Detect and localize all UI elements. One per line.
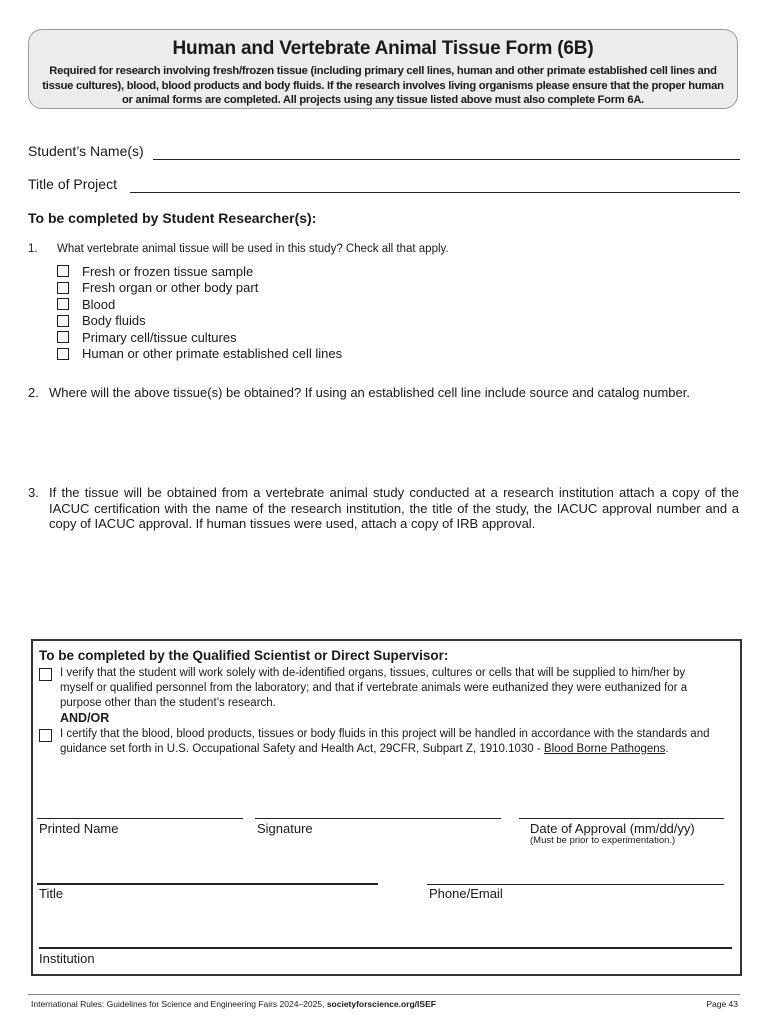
signature-field[interactable] [255,818,501,819]
form-subtitle: Required for research involving fresh/frozen tissue (including primary cell lines, human and other primate established cell lines and tissue cultures), blood, blood products and body fluids. If the research involves living organisms please ensure that the proper human or animal forms are completed. All projects using any tissue listed above must also complete Form 6A. [42,65,724,106]
option-label: Primary cell/tissue cultures [82,329,237,345]
title-label: Title [39,886,64,901]
footer-citation [31,999,436,1009]
students-name-field[interactable] [153,159,740,160]
q1-text: What vertebrate animal tissue will be used in this study? Check all that apply. [57,243,449,255]
q1-options-list [57,263,342,362]
printed-name-label: Printed Name [39,821,119,836]
page-number: Page 43 [706,999,738,1009]
certify-statement [60,727,735,757]
student-section-heading: To be completed by Student Researcher(s): [28,210,317,226]
footer-text: International Rules: Guidelines for Science and Engineering Fairs 2024–2025, [31,999,327,1009]
footer-link[interactable]: societyforscience.org/ISEF [326,999,436,1009]
q1-option [57,296,342,313]
checkbox[interactable] [57,331,69,343]
certify-statement-text: I certify that the blood, blood products, tissues or body fluids in this project will be handled in accordance with the standards and guidance set forth in U.S. Occupational Safety and Health Act, 29CFR, Subpart Z, 1910.1030 - [60,728,710,755]
q1-option [57,280,342,297]
checkbox[interactable] [57,282,69,294]
form-title: Human and Vertebrate Animal Tissue Form (6B) [172,38,594,59]
verify-checkbox[interactable] [39,668,52,681]
phone-email-label: Phone/Email [429,886,503,901]
form-header [28,29,738,109]
q1-option [57,346,342,363]
checkbox[interactable] [57,348,69,360]
certify-statement-end: . [665,743,669,755]
title-field[interactable] [37,883,378,885]
checkbox[interactable] [57,265,69,277]
q1-option [57,263,342,280]
project-title-label: Title of Project [28,176,117,192]
certify-checkbox[interactable] [39,729,52,742]
q3-answer-area[interactable] [49,540,739,630]
q3-text: If the tissue will be obtained from a vertebrate animal study conducted at a research institution attach a copy of the IACUC certification with the name of the research institution, the title of the study, the IACUC approval number and a copy of IACUC approval. If human tissues were used, attach a copy of IRB approval. [49,485,739,531]
phone-email-field[interactable] [427,884,724,885]
institution-label: Institution [39,951,95,966]
q1-number: 1. [28,243,38,255]
date-note: (Must be prior to experimentation.) [530,835,676,846]
checkbox[interactable] [57,315,69,327]
q1-option [57,329,342,346]
andor-label: AND/OR [60,711,110,725]
institution-field[interactable] [39,947,732,949]
option-label: Blood [82,296,116,312]
q2-answer-area[interactable] [49,405,739,475]
supervisor-section-heading: To be completed by the Qualified Scientist or Direct Supervisor: [39,648,449,663]
checkbox[interactable] [57,298,69,310]
option-label: Body fluids [82,313,146,329]
q2-number: 2. [28,385,39,400]
date-field[interactable] [519,818,724,819]
verify-statement: I verify that the student will work solely with de-identified organs, tissues, cultures or cells that will be supplied to him/her by myself or qualified personnel from the laboratory; and that if vertebrate animals were euthanized they were euthanized for a purpose other than the student’s research. [60,667,688,709]
q2-text: Where will the above tissue(s) be obtained? If using an established cell line include source and catalog number. [49,385,690,400]
q1-option [57,313,342,330]
blood-borne-pathogens-link[interactable]: Blood Borne Pathogens [543,743,666,755]
q3-number: 3. [28,485,39,500]
option-label: Human or other primate established cell lines [82,346,343,362]
printed-name-field[interactable] [37,818,243,819]
date-label: Date of Approval (mm/dd/yy) [530,821,695,836]
project-title-field[interactable] [130,192,740,193]
option-label: Fresh or frozen tissue sample [82,263,254,279]
footer-divider [28,994,740,995]
students-name-label: Student’s Name(s) [28,143,144,159]
supervisor-section [31,639,742,976]
signature-label: Signature [257,821,313,836]
option-label: Fresh organ or other body part [82,280,259,296]
